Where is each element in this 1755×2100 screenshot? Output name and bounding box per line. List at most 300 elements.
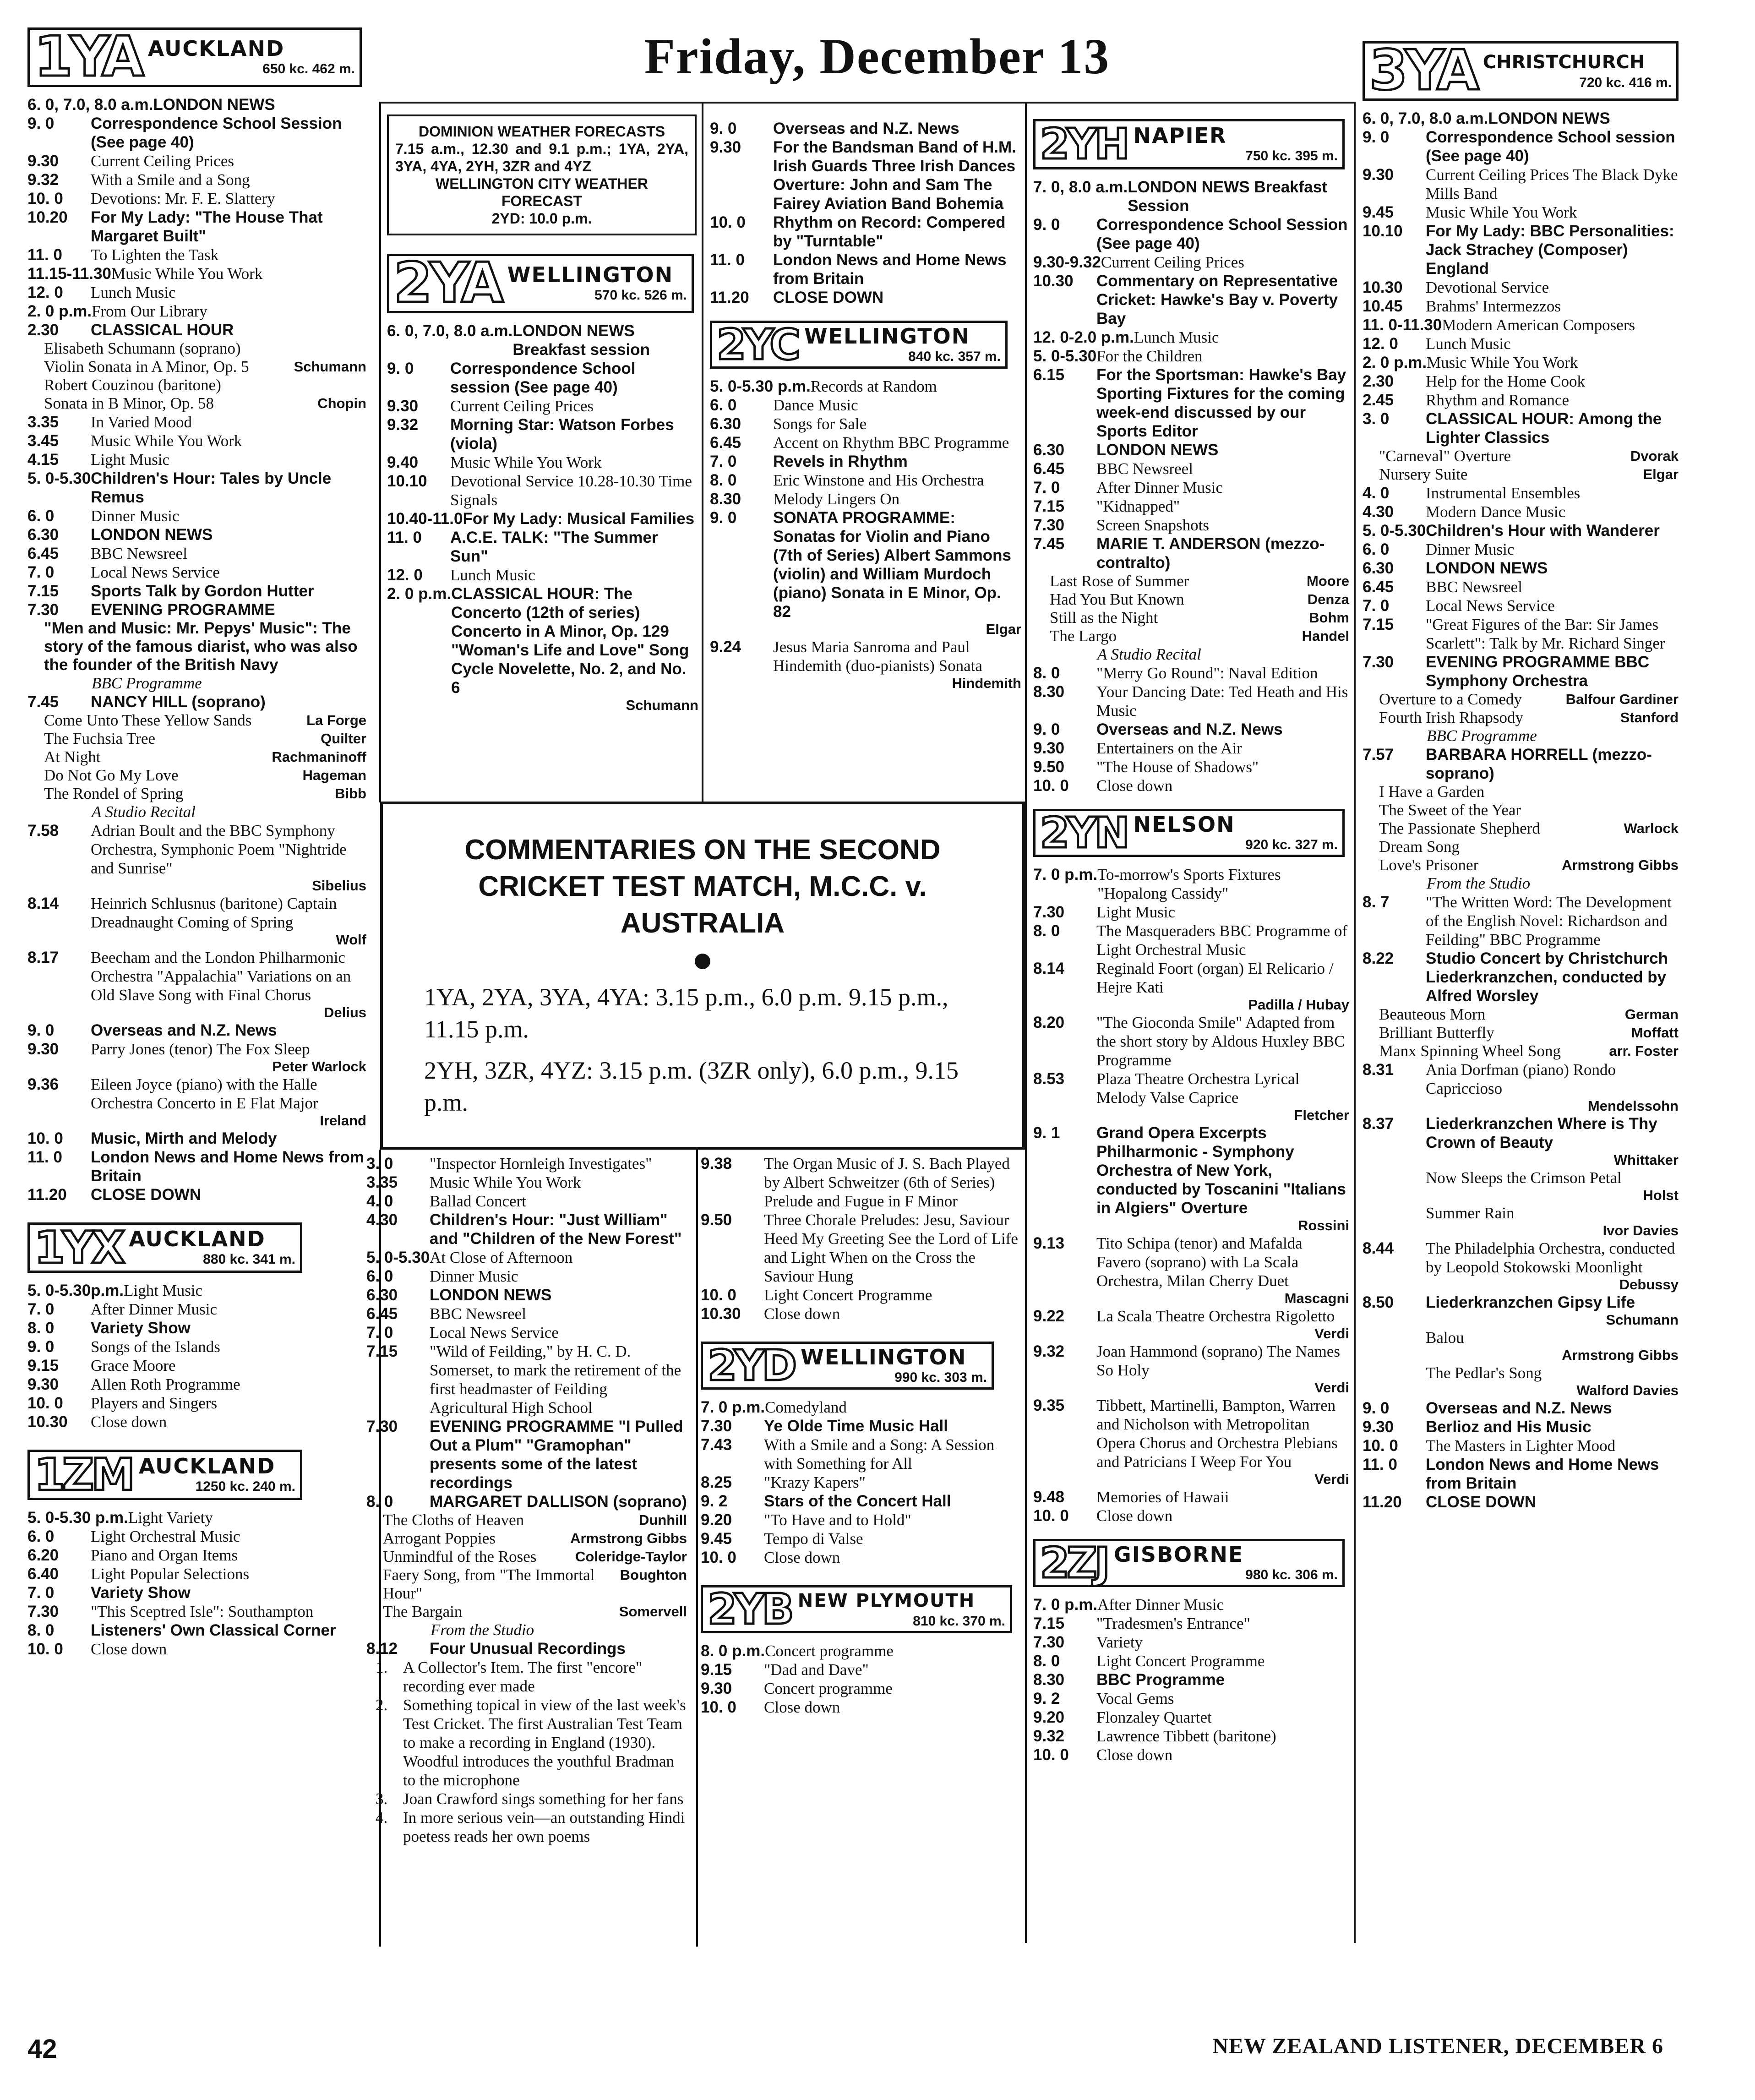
schedule-2yc-b	[710, 638, 1021, 675]
entry-text: Close down	[764, 1549, 840, 1566]
station-masthead-2yh	[1033, 119, 1345, 169]
schedule-entry	[1033, 215, 1349, 253]
schedule-entry	[710, 433, 1021, 452]
entry-time: 9.30	[27, 1040, 59, 1058]
station-frequency: 810 kc. 370 m.	[913, 1613, 1005, 1629]
entry-text: Current Ceiling Prices	[450, 397, 594, 415]
entry-time: 5. 0-5.30 p.m.	[27, 1509, 128, 1527]
composer-credit: Schumann	[1606, 1312, 1679, 1328]
schedule-entry	[366, 1286, 687, 1304]
entry-time: 7.30	[701, 1417, 732, 1435]
entry-time: 7.30	[1363, 653, 1394, 671]
entry-time: 6. 0	[27, 507, 55, 525]
entry-time: 8.22	[1363, 949, 1394, 967]
schedule-entry	[1363, 165, 1679, 203]
schedule-entry	[1033, 865, 1349, 903]
station-frequency: 990 kc. 303 m.	[894, 1369, 987, 1385]
studio-note: From the Studio	[1427, 874, 1531, 892]
schedule-entry	[27, 450, 366, 469]
entry-time: 3. 0	[1363, 410, 1390, 428]
entry-text: For the Sportsman: Hawke's Bay Sporting Fixtures for the coming week-end discussed by our Sports Editor	[1096, 366, 1346, 440]
entry-text: Piano and Organ Items	[91, 1546, 238, 1564]
schedule-2yc	[710, 377, 1021, 621]
entry-time: 8. 0	[27, 1319, 55, 1337]
schedule-entry	[387, 322, 698, 359]
entry-time: 6. 0, 7.0, 8.0 a.m.	[1363, 109, 1488, 127]
entry-text: Light Music	[91, 451, 170, 469]
entry-text: Eileen Joyce (piano) with the Halle Orchestra Concerto in E Flat Major	[91, 1075, 318, 1112]
station-frequency: 720 kc. 416 m.	[1579, 75, 1672, 90]
station-masthead-2yc	[710, 321, 1008, 369]
entry-time: 2.30	[27, 321, 59, 339]
entry-text: Liederkranzchen Gipsy Life	[1426, 1293, 1635, 1311]
entry-time: 7.30	[1033, 516, 1065, 534]
entry-time: 8.20	[1033, 1014, 1065, 1031]
schedule-entry	[710, 396, 1021, 415]
item-title: Brilliant Butterfly	[1379, 1024, 1494, 1042]
item-row	[1363, 856, 1679, 874]
schedule-entry	[1033, 1506, 1349, 1525]
station-call: 2YB	[708, 1584, 791, 1634]
weather-city-time: 2YD: 10.0 p.m.	[491, 210, 592, 227]
schedule-entry	[1363, 1364, 1679, 1382]
station-call: 1YA	[34, 25, 142, 89]
item-title: The Rondel of Spring	[44, 785, 184, 802]
entry-time: 7. 0, 8.0 a.m.	[1033, 178, 1128, 196]
schedule-entry	[1363, 1493, 1679, 1511]
entry-text: Heinrich Schlusnus (baritone) Captain Dreadnaught Coming of Spring	[91, 895, 337, 931]
schedule-entry	[1033, 1124, 1349, 1217]
station-masthead-2ya	[387, 251, 694, 315]
recital-items	[1033, 572, 1349, 645]
schedule-entry	[27, 600, 366, 619]
schedule-entry	[366, 1417, 687, 1492]
entry-text: Music While You Work	[1427, 354, 1578, 371]
schedule-3ya	[1363, 109, 1679, 447]
entry-text: Grace Moore	[91, 1357, 176, 1375]
item-title: Dream Song	[1379, 838, 1460, 856]
station-frequency: 920 kc. 327 m.	[1245, 837, 1338, 852]
entry-text: Light Music	[124, 1282, 203, 1299]
entry-text: Devotional Service	[1426, 278, 1549, 296]
item-row	[1363, 709, 1679, 727]
item-row	[1363, 1024, 1679, 1042]
item-title: Nursery Suite	[1379, 465, 1468, 483]
entry-text: Children's Hour: "Just William" and "Children of the New Forest"	[430, 1211, 682, 1248]
entry-text: Morning Star: Watson Forbes (viola)	[450, 416, 674, 453]
entry-text: Accent on Rhythm BBC Programme	[773, 434, 1009, 452]
schedule-entry	[27, 1129, 366, 1148]
entry-time: 7. 0	[27, 1584, 55, 1602]
schedule-entry	[27, 1602, 366, 1621]
entry-time: 7. 0 p.m.	[1033, 1596, 1098, 1614]
item-title: Fourth Irish Rhapsody	[1379, 709, 1523, 726]
entry-time: 8. 0	[710, 471, 737, 489]
cricket-line-1: 1YA, 2YA, 3YA, 4YA: 3.15 p.m., 6.0 p.m. 9.15 p.m., 11.15 p.m.	[424, 983, 948, 1043]
item-row	[366, 1511, 687, 1529]
schedule-entry	[27, 431, 366, 450]
station-city: NEW PLYMOUTH	[797, 1590, 976, 1611]
schedule-3ya-afternoon	[1363, 484, 1679, 690]
entry-text: For the Bandsman Band of H.M. Irish Guards Three Irish Dances Overture: John and Sam The Fairey Aviation Band Bohemia	[773, 138, 1016, 213]
entry-time: 8.25	[701, 1473, 732, 1491]
schedule-entry	[1033, 758, 1349, 776]
schedule-entry	[366, 1173, 687, 1192]
schedule-entry	[1033, 776, 1349, 795]
entry-text: Dance Music	[773, 396, 858, 414]
schedule-entry	[387, 528, 698, 566]
entry-time: 7.30	[366, 1418, 398, 1435]
entry-text: CLASSICAL HOUR	[91, 321, 234, 339]
entry-time: 6.30	[710, 415, 741, 433]
entry-time: 10.30	[701, 1305, 741, 1323]
schedule-entry	[701, 1211, 1021, 1286]
page-title: Friday, December 13	[644, 28, 1110, 84]
composer-credit: Stanford	[1620, 709, 1679, 725]
schedule-entry	[701, 1417, 1021, 1435]
entry-text: Light Concert Programme	[1096, 1652, 1265, 1670]
entry-time: 8.30	[710, 490, 741, 508]
entry-text: Vocal Gems	[1096, 1690, 1174, 1707]
schedule-entry	[27, 245, 366, 264]
schedule-entry	[387, 359, 698, 397]
entry-time: 6.30	[366, 1286, 398, 1304]
entry-time: 6.45	[1033, 460, 1065, 478]
entry-time: 5. 0-5.30	[27, 469, 91, 487]
entry-text: "Dad and Dave"	[764, 1661, 869, 1679]
item-number: 4.	[376, 1809, 388, 1827]
entry-time: 10. 0	[27, 1129, 63, 1147]
station-masthead-2yn	[1033, 809, 1345, 857]
entry-time: 9.30	[1363, 1418, 1394, 1436]
schedule-entry	[1033, 328, 1349, 347]
entry-time: 9. 0	[387, 360, 414, 377]
entry-time: 8.53	[1033, 1070, 1065, 1088]
entry-text: Light Popular Selections	[91, 1565, 250, 1583]
item-title: Robert Couzinou (baritone)	[44, 376, 221, 394]
composer-credit: Mendelssohn	[1587, 1098, 1679, 1114]
station-city: AUCKLAND	[147, 36, 285, 61]
item-title: Violin Sonata in A Minor, Op. 5	[44, 358, 249, 376]
schedule-entry	[1033, 1633, 1349, 1652]
entry-text: Help for the Home Cook	[1426, 372, 1585, 390]
entry-time	[1363, 1168, 1426, 1187]
entry-time: 9.24	[710, 638, 741, 656]
entry-text: "The Written Word: The Development of the English Novel: Richardson and Feilding" BBC Programme	[1426, 893, 1672, 949]
schedule-entry	[1363, 109, 1679, 128]
entry-text: LONDON NEWS Breakfast session	[512, 322, 650, 359]
station-city: CHRISTCHURCH	[1482, 52, 1645, 73]
schedule-entry	[701, 1154, 1021, 1211]
composer-credit: Delius	[323, 1004, 366, 1020]
entry-time: 5. 0-5.30	[1033, 347, 1097, 365]
schedule-entry	[27, 1583, 366, 1602]
schedule-entry	[1363, 316, 1679, 334]
composer-credit: Ivor Davies	[1602, 1222, 1679, 1238]
entry-time: 6.45	[27, 545, 59, 562]
schedule-entry	[1033, 441, 1349, 459]
composer-credit: Holst	[1643, 1187, 1679, 1203]
entry-time: 6. 0, 7.0, 8.0 a.m.	[387, 322, 513, 340]
entry-text: Ye Olde Time Music Hall	[764, 1417, 948, 1435]
schedule-entry	[701, 1304, 1021, 1323]
station-call: 2YN	[1040, 808, 1127, 857]
schedule-entry	[1363, 1168, 1679, 1187]
column-rule-3	[1025, 102, 1027, 1943]
entry-time: 10. 0	[27, 190, 63, 207]
schedule-entry	[1033, 922, 1349, 959]
entry-time: 10.10	[1363, 222, 1403, 240]
schedule-entry	[27, 1375, 366, 1394]
item-row	[27, 785, 366, 803]
schedule-entry	[1033, 1234, 1349, 1290]
entry-time: 8. 0	[366, 1493, 393, 1511]
composer-credit: Quilter	[321, 731, 366, 747]
entry-text: Instrumental Ensembles	[1426, 484, 1581, 502]
item-row	[366, 1603, 687, 1621]
schedule-entry	[366, 1323, 687, 1342]
item-row	[366, 1548, 687, 1566]
schedule-entry	[701, 1398, 1021, 1417]
entry-text: Close down	[1096, 777, 1173, 795]
entry-time: 8.31	[1363, 1061, 1394, 1079]
entry-text: For My Lady: "The House That Margaret Built"	[91, 208, 323, 245]
entry-time: 2. 0 p.m.	[1363, 354, 1427, 371]
entry-time: 9.32	[27, 171, 59, 189]
entry-time: 10.40-11.0	[387, 510, 463, 528]
composer-credit: Schumann	[626, 697, 698, 713]
entry-text: Concert programme	[765, 1642, 894, 1660]
schedule-entry	[27, 1546, 366, 1565]
schedule-entry	[1363, 297, 1679, 316]
entry-text: Tito Schipa (tenor) and Mafalda Favero (soprano) with La Scala Orchestra, Milan Cherry Duet	[1096, 1234, 1303, 1290]
entry-time: 10. 0	[701, 1286, 736, 1304]
entry-time: 10. 0	[1363, 1437, 1398, 1455]
entry-text: BBC Newsreel	[430, 1305, 526, 1323]
station-call: 2ZJ	[1040, 1538, 1107, 1587]
schedule-entry	[27, 1394, 366, 1413]
entry-time: 9.35	[1033, 1396, 1065, 1414]
schedule-entry	[27, 1527, 366, 1546]
entry-time: 6. 0	[27, 1527, 55, 1545]
schedule-entry	[1363, 578, 1679, 596]
column-2	[387, 115, 698, 714]
item-text: In more serious vein—an outstanding Hindi poetess reads her own poems	[403, 1809, 685, 1845]
schedule-entry	[1033, 347, 1349, 365]
studio-recital-note: A Studio Recital	[1097, 645, 1201, 663]
entry-text: For My Lady: BBC Personalities: Jack Strachey (Composer) England	[1426, 222, 1674, 278]
entry-text: London News and Home News from Britain	[1426, 1456, 1659, 1492]
schedule-entry	[1363, 540, 1679, 559]
entry-text: LONDON NEWS	[1426, 559, 1548, 577]
entry-text: LONDON NEWS	[91, 526, 213, 544]
entry-text: Reginald Foort (organ) El Relicario / Hejre Kati	[1096, 960, 1334, 996]
schedule-2yn	[1033, 865, 1349, 1525]
schedule-entry	[1363, 1455, 1679, 1493]
studio-note: From the Studio	[431, 1621, 534, 1639]
entry-time: 11. 0	[387, 529, 422, 546]
entry-time: 3. 0	[366, 1155, 393, 1173]
station-call: 3YA	[1369, 39, 1477, 103]
schedule-entry	[701, 1529, 1021, 1548]
unusual-recordings-list	[366, 1658, 687, 1846]
entry-text: The Organ Music of J. S. Bach Played by Albert Schweitzer (6th of Series) Prelude and Fugue in F Minor	[764, 1155, 1010, 1210]
entry-text: To-morrow's Sports Fixtures "Hopalong Cassidy"	[1097, 866, 1281, 902]
entry-text: Correspondence School Session (See page 40)	[1096, 216, 1348, 252]
item-text: Joan Crawford sings something for her fans	[403, 1790, 684, 1808]
item-row	[1363, 447, 1679, 465]
item-row	[1363, 838, 1679, 856]
entry-text: LONDON NEWS	[1096, 441, 1219, 459]
weather-city-heading: WELLINGTON CITY WEATHER FORECAST	[436, 175, 648, 209]
entry-time: 8. 0 p.m.	[701, 1642, 765, 1660]
entry-text: LONDON NEWS	[1488, 109, 1610, 127]
schedule-entry	[27, 894, 366, 932]
entry-time: 10.30	[1363, 278, 1403, 296]
schedule-entry	[366, 1248, 687, 1267]
item-title: Come Unto These Yellow Sands	[44, 711, 252, 729]
schedule-entry	[1033, 1745, 1349, 1764]
schedule-entry	[27, 1319, 366, 1337]
station-call: 2YD	[708, 1341, 794, 1390]
entry-text: Sports Talk by Gordon Hutter	[91, 582, 314, 600]
composer-credit: Rossini	[1298, 1217, 1349, 1233]
entry-text: Revels in Rhythm	[773, 453, 908, 470]
schedule-entry	[1363, 203, 1679, 222]
schedule-entry	[701, 1642, 1021, 1660]
schedule-entry	[27, 1185, 366, 1204]
schedule-entry	[701, 1492, 1021, 1511]
entry-text: London News and Home News from Britain	[91, 1148, 364, 1185]
entry-time	[1363, 1328, 1426, 1347]
schedule-entry	[387, 472, 698, 509]
entry-time: 10. 0	[27, 1394, 63, 1412]
entry-time: 9. 0	[1033, 216, 1060, 234]
composer-credit: Verdi	[1314, 1325, 1349, 1342]
item-row	[27, 358, 366, 376]
item-row	[1033, 627, 1349, 645]
entry-time: 9. 2	[701, 1492, 728, 1510]
entry-time: 2. 0 p.m.	[27, 302, 92, 320]
entry-text: CLASSICAL HOUR: The Concerto (12th of series) Concerto in A Minor, Op. 129 "Woman's Life and Love" Song Cycle Novelette, No. 2, and No. 6	[451, 585, 689, 697]
schedule-entry	[710, 452, 1021, 471]
schedule-1zm	[27, 1508, 366, 1658]
entry-text: Brahms' Intermezzos	[1426, 297, 1561, 315]
entry-time: 9. 0	[710, 120, 737, 137]
station-frequency: 650 kc. 462 m.	[262, 61, 355, 76]
composer-credit: Hageman	[302, 767, 366, 783]
station-frequency: 750 kc. 395 m.	[1245, 148, 1338, 164]
station-masthead-2yd	[701, 1342, 994, 1390]
schedule-entry	[710, 138, 1021, 213]
schedule-2yh-evening	[1033, 664, 1349, 795]
schedule-entry	[1363, 1293, 1679, 1312]
entry-text: The Pedlar's Song	[1426, 1364, 1542, 1382]
entry-text: Lunch Music	[450, 566, 535, 584]
schedule-2yb	[701, 1642, 1021, 1717]
entry-time: 4.30	[1363, 503, 1394, 521]
composer-credit: Armstrong Gibbs	[570, 1530, 687, 1546]
schedule-entry	[1033, 1670, 1349, 1689]
item-row	[27, 766, 366, 785]
entry-text: To Lighten the Task	[91, 246, 219, 264]
composer-credit: Sibelius	[312, 878, 366, 894]
entry-time: 7.30	[1033, 903, 1065, 921]
schedule-entry	[701, 1511, 1021, 1529]
cricket-line-2: 2YH, 3ZR, 4YZ: 3.15 p.m. (3ZR only), 6.0 p.m., 9.15 p.m.	[424, 1057, 959, 1116]
evening-programme-description: "Men and Music: Mr. Pepys' Music": The story of the famous diarist, who was also the founder of the British Navy	[44, 619, 358, 674]
entry-time: 5. 0-5.30 p.m.	[710, 377, 811, 395]
composer-credit: Bibb	[335, 785, 366, 802]
schedule-entry	[1363, 1114, 1679, 1152]
entry-text: Now Sleeps the Crimson Petal	[1426, 1169, 1622, 1187]
schedule-entry	[710, 288, 1021, 307]
station-masthead-1ya	[27, 27, 362, 87]
entry-time: 7.15	[1033, 1615, 1065, 1632]
schedule-entry	[27, 208, 366, 245]
entry-text: Current Ceiling Prices	[1101, 253, 1244, 271]
entry-text: Overseas and N.Z. News	[91, 1021, 277, 1039]
entry-time: 6. 0	[710, 396, 737, 414]
item-number: 1.	[376, 1658, 388, 1676]
list-item	[366, 1658, 687, 1696]
schedule-entry	[701, 1698, 1021, 1717]
entry-text: Plaza Theatre Orchestra Lyrical Melody Valse Caprice	[1096, 1070, 1300, 1107]
entry-time: 8.17	[27, 949, 59, 966]
station-call: 2YH	[1040, 120, 1127, 169]
entry-time: 9.40	[387, 453, 419, 471]
station-frequency: 980 kc. 306 m.	[1245, 1567, 1338, 1582]
composer-credit: Armstrong Gibbs	[1562, 857, 1679, 873]
cricket-heading: COMMENTARIES ON THE SECOND CRICKET TEST MATCH, M.C.C. v. AUSTRALIA	[464, 834, 941, 939]
entry-text: Music While You Work	[430, 1173, 581, 1191]
item-row	[27, 339, 366, 358]
schedule-entry	[27, 302, 366, 321]
entry-time: 11. 0	[27, 246, 62, 264]
schedule-entry	[1033, 1727, 1349, 1745]
entry-text: Commentary on Representative Cricket: Hawke's Bay v. Poverty Bay	[1096, 272, 1338, 327]
entry-text: Current Ceiling Prices	[91, 152, 234, 170]
liederkranzchen-items	[1363, 1005, 1679, 1060]
item-row	[27, 748, 366, 766]
entry-text: Parry Jones (tenor) The Fox Sleep	[91, 1040, 310, 1058]
composer-credit: Balfour Gardiner	[1565, 691, 1679, 707]
entry-time: 9.30	[710, 138, 741, 156]
entry-time: 10.10	[387, 472, 427, 490]
composer-credit: Bohm	[1309, 610, 1349, 626]
schedule-entry	[1363, 949, 1679, 1005]
composer-credit: Dunhill	[638, 1512, 687, 1528]
entry-text: The Philadelphia Orchestra, conducted by Leopold Stokowski Moonlight	[1426, 1239, 1675, 1276]
item-row	[1033, 609, 1349, 627]
entry-text: Light Orchestral Music	[91, 1527, 240, 1545]
schedule-2ya-evening	[366, 1154, 687, 1511]
station-frequency: 1250 kc. 240 m.	[195, 1479, 295, 1494]
item-row	[1363, 801, 1679, 819]
entry-text: Overseas and N.Z. News	[1426, 1399, 1612, 1417]
entry-time: 9.32	[1033, 1342, 1065, 1360]
entry-time: 10.20	[27, 208, 68, 226]
schedule-3ya-evening	[1363, 893, 1679, 1005]
station-call: 1ZM	[34, 1449, 132, 1500]
schedule-entry	[27, 283, 366, 302]
entry-time: 6. 0, 7.0, 8.0 a.m.	[27, 96, 153, 114]
entry-time: 8.14	[1033, 960, 1065, 977]
entry-text: Joan Hammond (soprano) The Names So Holy	[1096, 1342, 1341, 1379]
entry-text: With a Smile and a Song	[91, 171, 250, 189]
entry-text: Correspondence School session (See page 40)	[1426, 128, 1675, 165]
entry-text: NANCY HILL (soprano)	[91, 693, 266, 711]
